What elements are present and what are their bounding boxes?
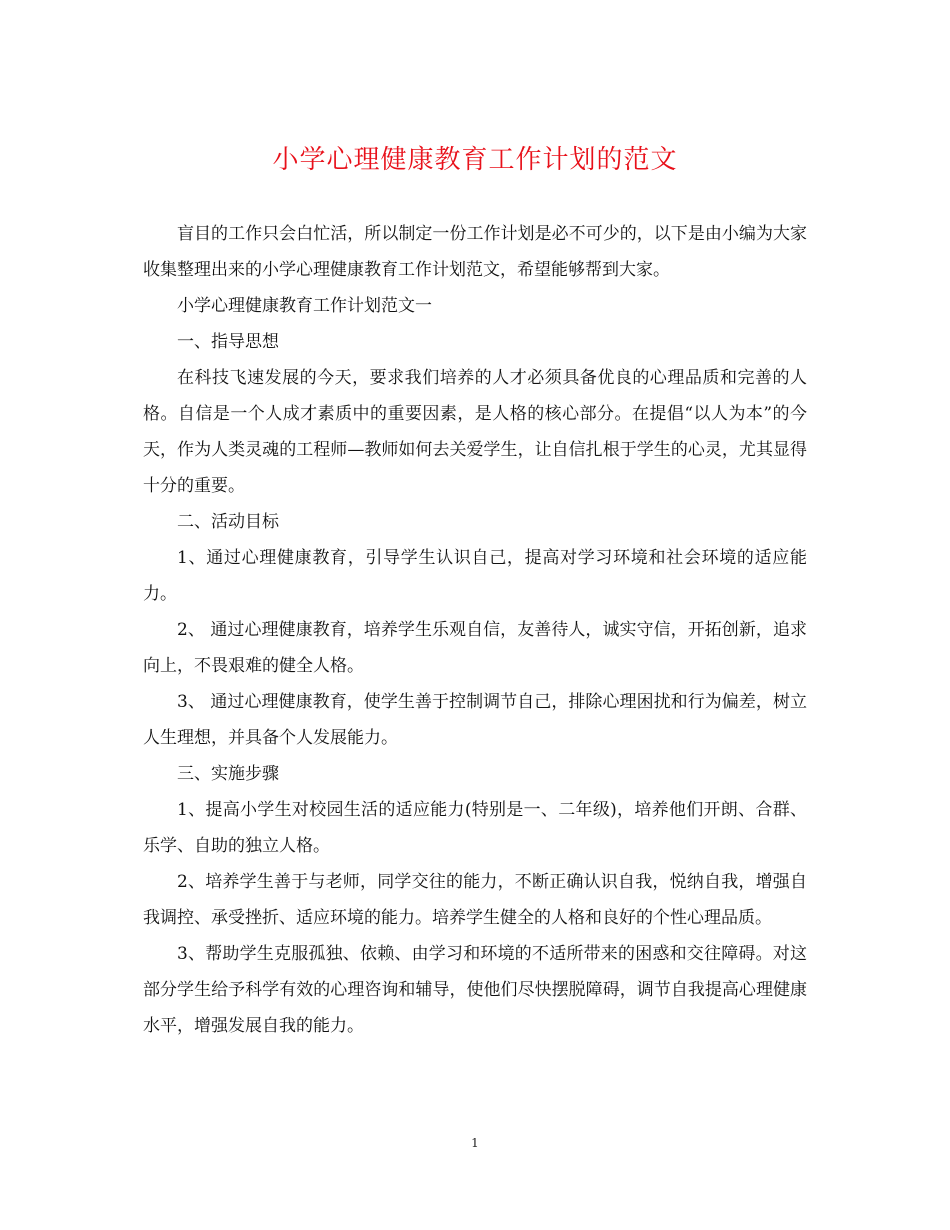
- list-item: 2、培养学生善于与老师，同学交往的能力，不断正确认识自我，悦纳自我，增强自我调控、承受挫折、适应环境的能力。培养学生健全的人格和良好的个性心理品质。: [143, 872, 807, 928]
- section-heading: 二、活动目标: [177, 512, 279, 532]
- document-title: 小学心理健康教育工作计划的范文: [272, 145, 678, 175]
- document-body: [143, 216, 807, 1044]
- list-item: 3、帮助学生克服孤独、依赖、由学习和环境的不适所带来的困惑和交往障碍。对这部分学生给予科学有效的心理咨询和辅导，使他们尽快摆脱障碍，调节自我提高心理健康水平，增强发展自我的能力。: [143, 944, 807, 1036]
- section-heading: 一、指导思想: [177, 332, 279, 352]
- list-item: 1、通过心理健康教育，引导学生认识自己，提高对学习环境和社会环境的适应能力。: [143, 548, 807, 604]
- list-item: 1、提高小学生对校园生活的适应能力(特别是一、二年级)，培养他们开朗、合群、乐学、自助的独立人格。: [143, 800, 807, 856]
- intro-paragraph: 盲目的工作只会白忙活，所以制定一份工作计划是必不可少的，以下是由小编为大家收集整理出来的小学心理健康教育工作计划范文，希望能够帮到大家。: [143, 224, 807, 280]
- section-heading: 小学心理健康教育工作计划范文一: [177, 296, 432, 316]
- list-item: 3、 通过心理健康教育，使学生善于控制调节自己，排除心理困扰和行为偏差，树立人生理想，并具备个人发展能力。: [143, 692, 807, 748]
- page-number: 1: [471, 1136, 479, 1150]
- section-heading: 三、实施步骤: [177, 764, 279, 784]
- list-item: 2、 通过心理健康教育，培养学生乐观自信，友善待人，诚实守信，开拓创新，追求向上，不畏艰难的健全人格。: [143, 620, 807, 676]
- body-paragraph: 在科技飞速发展的今天，要求我们培养的人才必须具备优良的心理品质和完善的人格。自信是一个人成才素质中的重要因素，是人格的核心部分。在提倡“以人为本”的今天，作为人类灵魂的工程师—教师如何去关爱学生，让自信扎根于学生的心灵，尤其显得十分的重要。: [143, 368, 807, 496]
